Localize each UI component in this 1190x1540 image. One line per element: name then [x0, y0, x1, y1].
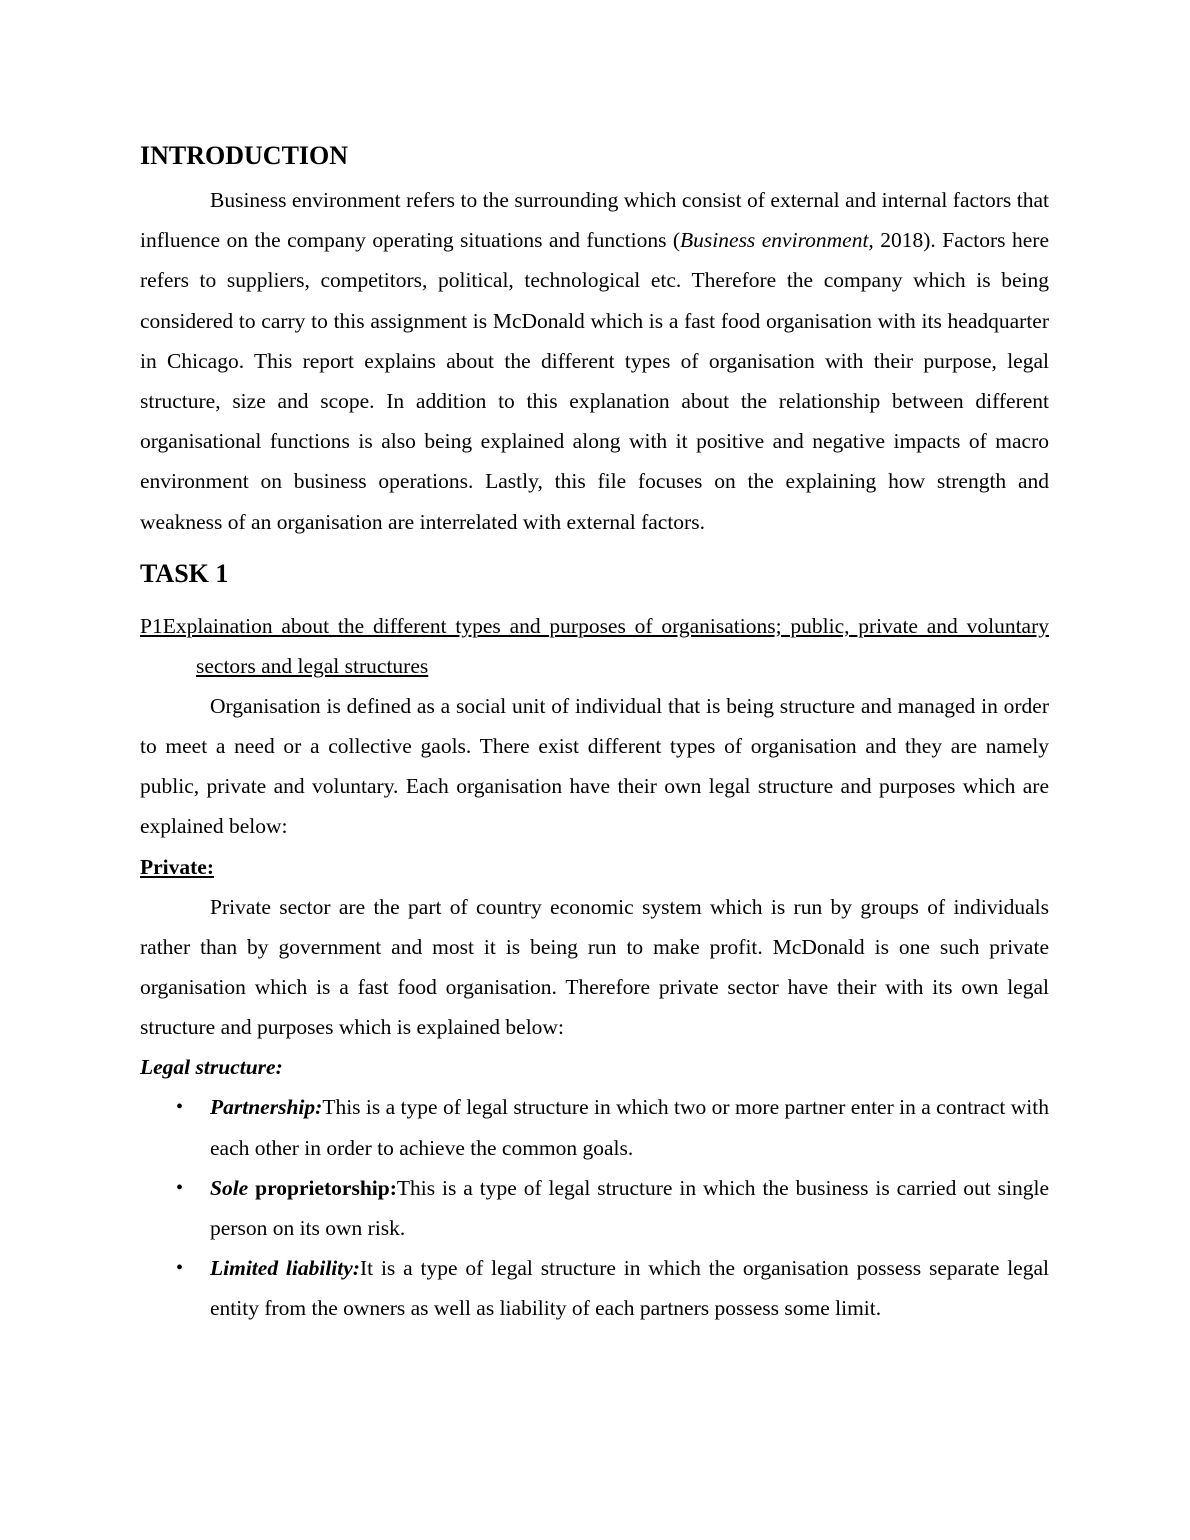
- introduction-text-end: 2018). Factors here refers to suppliers, competitors, political, technological etc. Therefore the company which is being considered to carry to this assignment is McDonald which is a fast food organisation with its headquarter in Chicago. This report explains about the different types of organisation with their purpose, legal structure, size and scope. In addition to this explanation about the relationship between different organisational functions is also being explained along with it positive and negative impacts of macro environment on business operations. Lastly, this file focuses on the explaining how strength and weakness of an organisation are interrelated with external factors.: [140, 228, 1050, 534]
- document-page: [140, 138, 1049, 1329]
- legal-structure-list: [140, 1087, 1049, 1328]
- introduction-citation: Business environment,: [680, 228, 874, 253]
- bullet-text: This is a type of legal structure in which two or more partner enter in a contract with each other in order to achieve the common goals.: [210, 1095, 1049, 1160]
- bullet-term: Sole: [210, 1175, 249, 1200]
- bullet-term-extra: proprietorship:: [248, 1175, 397, 1200]
- list-item: [140, 1087, 1049, 1167]
- bullet-icon: •: [176, 1096, 184, 1119]
- introduction-text-start: Business environment refers to the surrounding which consist of external and internal factors that influence on the company operating situations and functions (: [140, 188, 1049, 253]
- bullet-term: Limited liability:: [210, 1256, 360, 1281]
- introduction-paragraph: [140, 180, 1049, 542]
- bullet-term: Partnership:: [210, 1095, 323, 1120]
- bullet-icon: •: [176, 1176, 184, 1199]
- introduction-heading: INTRODUCTION: [140, 141, 349, 170]
- task1-heading: TASK 1: [140, 558, 229, 588]
- bullet-text: It is a type of legal structure in which the organisation possess separate legal entity from the owners as well as liability of each partners possess some limit.: [210, 1256, 1049, 1321]
- bullet-text: This is a type of legal structure in which the business is carried out single person on its own risk.: [210, 1175, 1049, 1241]
- p1-subheading: P1Explaination about the different types and purposes of organisations; public, private and voluntary sectors and legal structures: [140, 613, 1049, 678]
- bullet-icon: •: [176, 1257, 184, 1280]
- private-label: Private:: [140, 854, 215, 879]
- list-item: [140, 1168, 1049, 1248]
- private-paragraph: Private sector are the part of country economic system which is run by groups of individuals rather than by government and most it is being run to make profit. McDonald is one such private organisation which is a fast food organisation. Therefore private sector have their with its own legal structure and purposes which is explained below:: [140, 894, 1049, 1040]
- legal-structure-label: Legal structure:: [140, 1055, 283, 1080]
- list-item: [140, 1248, 1049, 1328]
- organisation-paragraph: Organisation is defined as a social unit of individual that is being structure and managed in order to meet a need or a collective gaols. There exist different types of organisation and they are namely public, private and voluntary. Each organisation have their own legal structure and purposes which are explained below:: [140, 693, 1049, 839]
